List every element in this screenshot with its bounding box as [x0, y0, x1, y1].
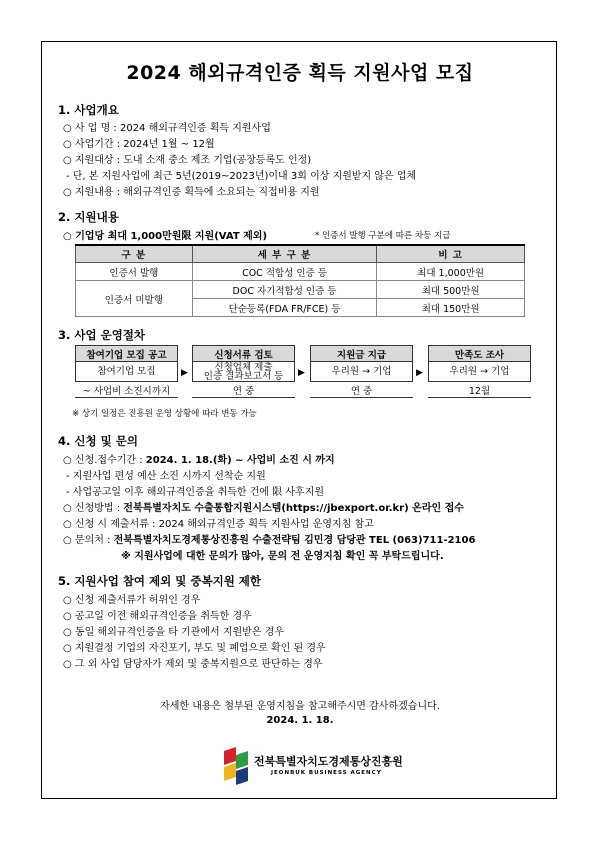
s1-line-4: - 단, 본 지원사업에 최근 5년(2019~2023년)이내 3회 이상 지원받지 않은 업체: [66, 171, 417, 182]
process-step-survey: [428, 345, 531, 398]
table-row: [76, 263, 525, 281]
step-body: 우리원 → 기업: [310, 362, 413, 382]
arrow-right-icon: ▶: [181, 368, 188, 378]
agency-logo-icon: [222, 747, 250, 787]
closing-text: 자세한 내용은 첨부된 운영지침을 참고해주시면 감사하겠습니다.: [160, 701, 440, 712]
s3-note: ※ 상기 일정은 진흥원 운영 상황에 따라 변동 가능: [72, 409, 257, 419]
s1-line-2: ○ 사업기간 : 2024년 1월 ~ 12월: [63, 139, 215, 150]
support-table: [75, 244, 525, 317]
process-step-review: [192, 345, 295, 398]
section-3-heading: 3. 사업 운영절차: [58, 328, 146, 342]
step-header: 신청서류 검토: [192, 345, 295, 362]
s1-line-3: ○ 지원대상 : 도내 소재 중소 제조 기업(공장등록도 인정): [63, 155, 312, 166]
agency-name: 전북특별자치도경제통상진흥원: [254, 755, 403, 768]
table-row: [76, 281, 525, 299]
section-4-heading: 4. 신청 및 문의: [58, 434, 138, 448]
agency-english-name: JEONBUK BUSINESS AGENCY: [271, 770, 382, 776]
s5-line-1: ○ 신청 제출서류가 허위인 경우: [63, 595, 201, 606]
s5-line-4: ○ 지원결정 기업의 자진포기, 부도 및 폐업으로 확인 된 경우: [63, 643, 326, 654]
s4-contact-note: ※ 지원사업에 대한 문의가 많아, 문의 전 운영지침 확인 꼭 부탁드립니다.: [121, 551, 444, 562]
step-header: 참여기업 모집 공고: [75, 345, 178, 362]
step-footer: 연 중: [310, 382, 413, 398]
s5-line-3: ○ 동일 해외규격인증을 타 기관에서 지원받은 경우: [63, 627, 284, 638]
step-footer: 12월: [428, 382, 531, 398]
step-body: 우리원 → 기업: [428, 362, 531, 382]
section-2-heading: 2. 지원내용: [58, 210, 119, 224]
arrow-right-icon: ▶: [298, 368, 305, 378]
s2-support-line: ○ 기업당 최대 1,000만원限 지원(VAT 제외): [63, 231, 268, 242]
step-footer: ~ 사업비 소진시까지: [75, 382, 178, 398]
s2-note: * 인증서 발행 구분에 따른 차등 지급: [315, 231, 451, 241]
s4-line-2: - 지원사업 편성 예산 소진 시까지 선착순 지원: [66, 471, 266, 482]
step-body: 참여기업 모집: [75, 362, 178, 382]
table-header-category: 구 분: [76, 245, 193, 263]
s4-method: ○ 신청방법 : 전북특별자치도 수출통합지원시스템(https://jbexport.or.kr) 온라인 접수: [63, 503, 464, 514]
table-cell-category: 인증서 발행: [76, 263, 193, 281]
step-header: 지원금 지급: [310, 345, 413, 362]
table-cell-detail: DOC 자기적합성 인증 등: [192, 281, 377, 299]
step-header: 만족도 조사: [428, 345, 531, 362]
process-step-payment: [310, 345, 413, 398]
s4-line-5: ○ 신청 시 제출서류 : 2024 해외규격인증 획득 지원사업 운영지침 참고: [63, 519, 374, 530]
s4-contact: ○ 문의처 : 전북특별자치도경제통상진흥원 수출전략팀 김민경 담당관 TEL (063)711-2106: [63, 535, 476, 546]
s4-period: ○ 신청.접수기간 : 2024. 1. 18.(화) ~ 사업비 소진 시 까지: [63, 455, 335, 466]
table-header-detail: 세 부 구 분: [192, 245, 377, 263]
s5-line-5: ○ 그 외 사업 담당자가 제외 및 중복지원으로 판단하는 경우: [63, 659, 323, 670]
step-body: 신청업체 제출 인증 결과보고서 등: [192, 362, 295, 382]
section-5-heading: 5. 지원사업 참여 제외 및 중복지원 제한: [58, 574, 262, 588]
table-cell-category: 인증서 미발행: [76, 281, 193, 317]
s1-line-5: ○ 지원내용 : 해외규격인증 획득에 소요되는 직접비용 지원: [63, 187, 320, 198]
table-header-note: 비 고: [377, 245, 525, 263]
table-cell-note: 최대 1,000만원: [377, 263, 525, 281]
section-1-heading: 1. 사업개요: [58, 103, 119, 117]
s4-line-3: - 사업공고일 이후 해외규격인증을 취득한 건에 限 사후지원: [66, 487, 325, 498]
table-cell-note: 최대 150만원: [377, 299, 525, 317]
arrow-right-icon: ▶: [416, 368, 423, 378]
process-step-recruit: [75, 345, 178, 398]
table-cell-detail: 단순등록(FDA FR/FCE) 등: [192, 299, 377, 317]
table-cell-detail: COC 적합성 인증 등: [192, 263, 377, 281]
s5-line-2: ○ 공고일 이전 해외규격인증을 취득한 경우: [63, 611, 252, 622]
document-date: 2024. 1. 18.: [266, 715, 334, 726]
table-cell-note: 최대 500만원: [377, 281, 525, 299]
document-title: 2024 해외규격인증 획득 지원사업 모집: [126, 62, 474, 84]
step-footer: 연 중: [192, 382, 295, 398]
s1-line-1: ○ 사 업 명 : 2024 해외규격인증 획득 지원사업: [63, 123, 271, 134]
